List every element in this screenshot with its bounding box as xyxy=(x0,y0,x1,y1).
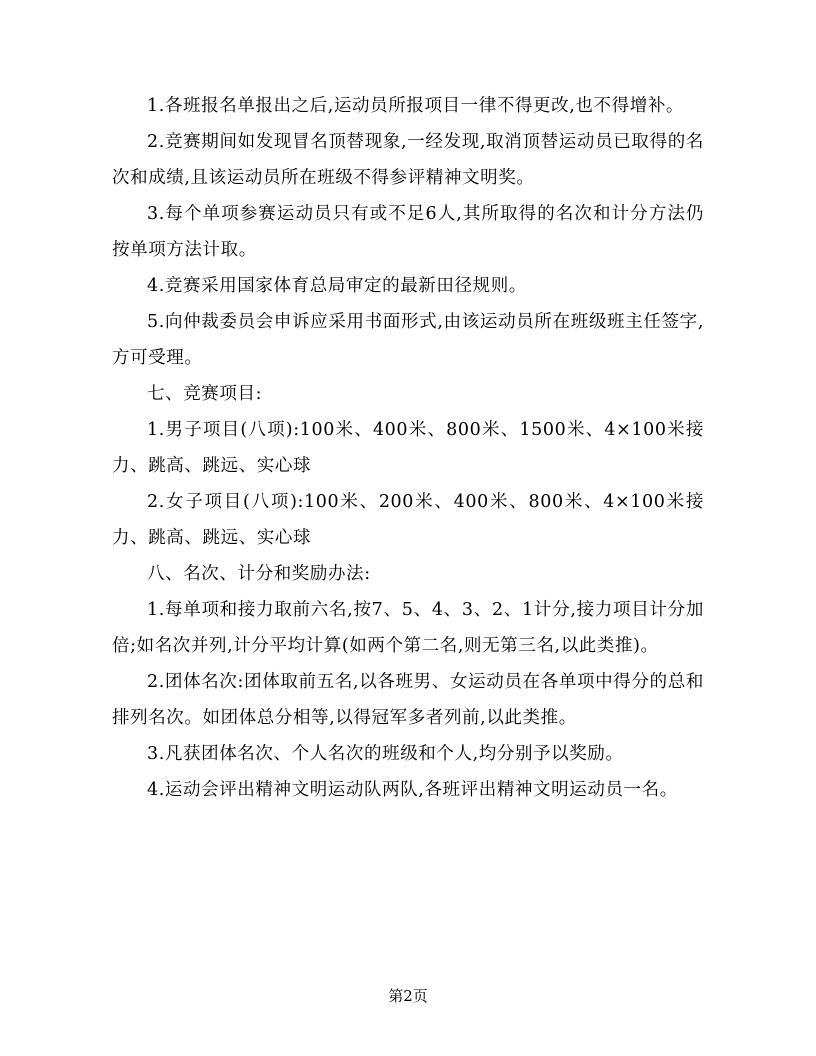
document-body xyxy=(112,88,704,808)
paragraph-rule-1: 1.各班报名单报出之后,运动员所报项目一律不得更改,也不得增补。 xyxy=(147,96,685,116)
paragraph-scoring-1: 1.每单项和接力取前六名,按7、5、4、3、2、1计分,接力项目计分加倍;如名次并列,计分平均计算(如两个第二名,则无第三名,以此类推)。 xyxy=(112,600,704,656)
section-heading-events: 七、竞赛项目: xyxy=(147,384,263,404)
paragraph-scoring-3: 3.凡获团体名次、个人名次的班级和个人,均分别予以奖励。 xyxy=(147,744,624,764)
section-heading-scoring: 八、名次、计分和奖励办法: xyxy=(147,564,371,584)
paragraph-rule-5: 5.向仲裁委员会申诉应采用书面形式,由该运动员所在班级班主任签字,方可受理。 xyxy=(112,312,704,368)
paragraph-scoring-2: 2.团体名次:团体取前五名,以各班男、女运动员在各单项中得分的总和排列名次。如团体总分相等,以得冠军多者列前,以此类推。 xyxy=(112,672,704,728)
paragraph-women-events: 2.女子项目(八项):100米、200米、400米、800米、4×100米接力、跳高、跳远、实心球 xyxy=(112,492,704,548)
paragraph-rule-4: 4.竞赛采用国家体育总局审定的最新田径规则。 xyxy=(147,276,527,296)
paragraph-men-events: 1.男子项目(八项):100米、400米、800米、1500米、4×100米接力、跳高、跳远、实心球 xyxy=(112,420,704,476)
paragraph-scoring-4: 4.运动会评出精神文明运动队两队,各班评出精神文明运动员一名。 xyxy=(147,780,678,800)
page-number: 第2页 xyxy=(388,987,428,1005)
paragraph-rule-3: 3.每个单项参赛运动员只有或不足6人,其所取得的名次和计分方法仍按单项方法计取。 xyxy=(112,204,704,260)
paragraph-rule-2: 2.竞赛期间如发现冒名顶替现象,一经发现,取消顶替运动员已取得的名次和成绩,且该运动员所在班级不得参评精神文明奖。 xyxy=(112,132,704,188)
